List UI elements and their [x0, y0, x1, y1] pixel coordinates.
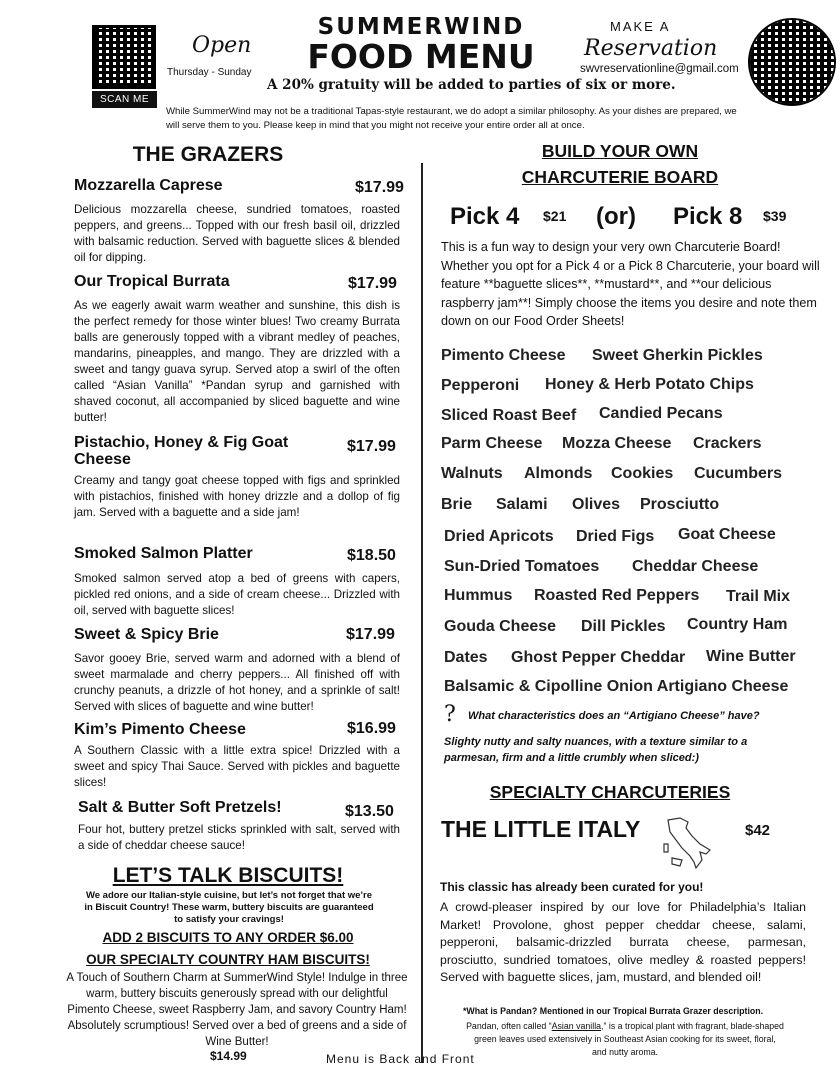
charcuterie-description: This is a fun way to design your very own Charcuterie Board! Whether you opt for a Pick 4 or a Pick 8 Charcuterie, your board will feature **baguette slices**, **mustard**, and **our delicious raspberry jam**! Simply choose the items you desire and note them down on our Food Order Sheets!: [441, 240, 820, 328]
little-italy-name: THE LITTLE ITALY: [441, 816, 641, 842]
option-item: Dill Pickles: [581, 618, 666, 635]
item-name: Smoked Salmon Platter: [74, 545, 253, 562]
pandan-answer: Pandan, often called “Asian vanilla,” is a tropical plant with fragrant, blade-shaped green leaves used extensively in Southeast Asian cooking for its sweet, floral, and nutty aroma.: [466, 1021, 784, 1057]
option-item: Honey & Herb Potato Chips: [545, 376, 754, 393]
option-item: Cheddar Cheese: [632, 558, 759, 575]
asian-vanilla-link[interactable]: Asian vanilla: [551, 1021, 602, 1031]
option-item: Dried Apricots: [444, 528, 554, 545]
open-days: Thursday - Sunday: [167, 67, 252, 78]
option-item: Ghost Pepper Cheddar: [511, 649, 686, 666]
little-italy-price: $42: [745, 822, 771, 839]
item-price: $18.50: [347, 547, 396, 564]
option-item: Wine Butter: [706, 648, 796, 665]
or-label: (or): [596, 203, 636, 230]
option-item: Brie: [441, 496, 473, 513]
pick4-price: $21: [543, 208, 567, 224]
grazers-title: THE GRAZERS: [132, 143, 284, 166]
artigiano-question: What characteristics does an “Artigiano Cheese” have?: [468, 710, 760, 722]
charcuterie-title-line1: BUILD YOUR OWN: [541, 141, 699, 161]
column-divider: [421, 163, 423, 1063]
item-price: $13.50: [345, 803, 394, 820]
open-label: Open: [192, 33, 252, 58]
biscuits-title: LET’S TALK BISCUITS!: [112, 864, 344, 887]
item-name: Pistachio, Honey & Fig Goat Cheese: [74, 434, 289, 468]
option-item: Goat Cheese: [678, 526, 776, 543]
option-item: Candied Pecans: [599, 405, 723, 422]
footer-note: Menu is Back and Front: [326, 1052, 475, 1066]
make-a-label: MAKE A: [610, 19, 671, 34]
option-item: Balsamic & Cipolline Onion Artigiano Cheese: [444, 678, 789, 695]
option-item: Cookies: [611, 465, 674, 482]
question-mark-icon: ?: [444, 702, 456, 727]
option-item: Walnuts: [441, 465, 503, 482]
option-item: Salami: [496, 496, 548, 513]
option-item: Almonds: [524, 465, 593, 482]
brand-name: SUMMERWIND: [317, 14, 525, 40]
option-item: Pimento Cheese: [441, 347, 566, 364]
option-item: Dates: [444, 649, 488, 666]
italy-map-icon: [658, 814, 716, 876]
little-italy-description: A crowd-pleaser inspired by our love for Philadelphia’s Italian Market! Provolone, ghost pepper cheddar cheese, salami, pepperoni, balsamic-drizzled burrata cheese, parmesan, prosciutto, sundried tomatoes, olive medley & roasted peppers! Served with baguette slices, jam, mustard, and blended oil!: [440, 900, 806, 984]
item-description: A Southern Classic with a little extra spice! Drizzled with a sweet and spicy Thai Sauce. Served with pickles and baguette slices!: [74, 744, 400, 789]
option-item: Trail Mix: [726, 588, 791, 605]
qr-code-right[interactable]: [748, 18, 836, 106]
option-item: Cucumbers: [694, 465, 783, 482]
artigiano-answer: Slighty nutty and salty nuances, with a texture similar to a parmesan, firm and a little crumbly when sliced:): [444, 736, 748, 764]
item-name: Our Tropical Burrata: [74, 273, 230, 290]
item-name: Mozzarella Caprese: [74, 177, 223, 194]
item-description: As we eagerly await warm weather and sunshine, this dish is the perfect remedy for those winter blues! Two creamy Burrata balls are generously topped with a vibrant medley of peaches, mandarins, pineapples, and mango. They are drizzled with a sweet and tangy guava syrup. Served atop a swirl of the often called “Asian Vanilla” *Pandan syrup and garnished with shaved coconut, all accompanied by sliced baguette and wine butter!: [74, 299, 400, 424]
item-description: Creamy and tangy goat cheese topped with figs and sprinkled with pistachios, finished with honey drizzle and a dollop of fig jam. Served with a baguette and a side jam!: [74, 474, 400, 519]
item-description: Smoked salmon served atop a bed of greens with capers, pickled red onions, and a side of cream cheese... Drizzled with oil, served with baguette slices!: [74, 572, 400, 617]
item-price: $17.99: [355, 179, 404, 196]
option-item: Roasted Red Peppers: [534, 587, 700, 604]
biscuits-intro: We adore our Italian-style cuisine, but let’s not forget that we’re in Biscuit Country! These warm, buttery biscuits are guaranteed to satisfy your cravings!: [84, 890, 374, 925]
item-price: $17.99: [346, 626, 395, 643]
option-item: Sun-Dried Tomatoes: [444, 558, 600, 575]
item-name: Kim’s Pimento Cheese: [74, 721, 246, 738]
pick8-label: Pick 8: [673, 203, 743, 230]
option-item: Dried Figs: [576, 528, 655, 545]
option-item: Sliced Roast Beef: [441, 407, 577, 424]
option-item: Sweet Gherkin Pickles: [592, 347, 763, 364]
item-description: Delicious mozzarella cheese, sundried tomatoes, roasted peppers, and greens... Topped with our fresh basil oil, drizzled with balsamic reduction. Served with baguette slices & blended oil for dipping.: [74, 203, 400, 264]
curated-note: This classic has already been curated for you!: [440, 880, 704, 894]
item-price: $17.99: [347, 438, 396, 455]
gratuity-note: A 20% gratuity will be added to parties of six or more.: [267, 77, 676, 93]
item-name: Salt & Butter Soft Pretzels!: [78, 799, 282, 816]
ham-biscuits-title: OUR SPECIALTY COUNTRY HAM BISCUITS!: [86, 952, 370, 967]
option-item: Parm Cheese: [441, 435, 543, 452]
item-name: Sweet & Spicy Brie: [74, 626, 219, 643]
option-item: Olives: [572, 496, 621, 513]
ham-biscuits-description: A Touch of Southern Charm at SummerWind Style! Indulge in three warm, buttery biscuits generously spread with our delightful Pimento Cheese, sweet Raspberry Jam, and savory Country Ham! Absolutely scrumptious! Served over a bed of greens and a side of Wine Butter!: [66, 972, 408, 1048]
option-item: Country Ham: [687, 616, 788, 633]
charcuterie-title-line2: CHARCUTERIE BOARD: [521, 167, 719, 187]
add-biscuits-line: ADD 2 BISCUITS TO ANY ORDER $6.00: [102, 930, 354, 945]
pick4-label: Pick 4: [450, 203, 520, 230]
reservation-email[interactable]: swvreservationline@gmail.com: [580, 63, 739, 75]
reservation-label: Reservation: [584, 36, 718, 61]
ham-biscuits-price: $14.99: [210, 1049, 247, 1063]
pandan-question: *What is Pandan? Mentioned in our Tropical Burrata Grazer description.: [463, 1006, 764, 1016]
item-description: Savor gooey Brie, served warm and adorned with a blend of sweet marmalade and cherry peppers... All finished off with crunchy peanuts, a drizzle of hot honey, and a sprinkle of salt! Served with slices of baguette and wine butter!: [74, 652, 400, 713]
specialty-title: SPECIALTY CHARCUTERIES: [489, 782, 731, 802]
option-item: Prosciutto: [640, 496, 720, 513]
option-item: Pepperoni: [441, 377, 520, 394]
option-item: Gouda Cheese: [444, 618, 557, 635]
item-price: $16.99: [347, 720, 396, 737]
page-title: FOOD MENU: [307, 37, 535, 76]
option-item: Mozza Cheese: [562, 435, 672, 452]
intro-text: While SummerWind may not be a traditional Tapas-style restaurant, we do adopt a similar philosophy. As your dishes are prepared, we will serve them to you. Please keep in mind that you might not receive your entire order all at once.: [166, 106, 737, 131]
item-price: $17.99: [348, 275, 397, 292]
scan-me-label: SCAN ME: [92, 91, 157, 108]
option-item: Crackers: [693, 435, 762, 452]
pick8-price: $39: [763, 208, 787, 224]
item-description: Four hot, buttery pretzel sticks sprinkled with salt, served with a side of cheddar cheese sauce!: [78, 823, 400, 852]
option-item: Hummus: [444, 587, 513, 604]
qr-code-left[interactable]: [92, 25, 156, 89]
